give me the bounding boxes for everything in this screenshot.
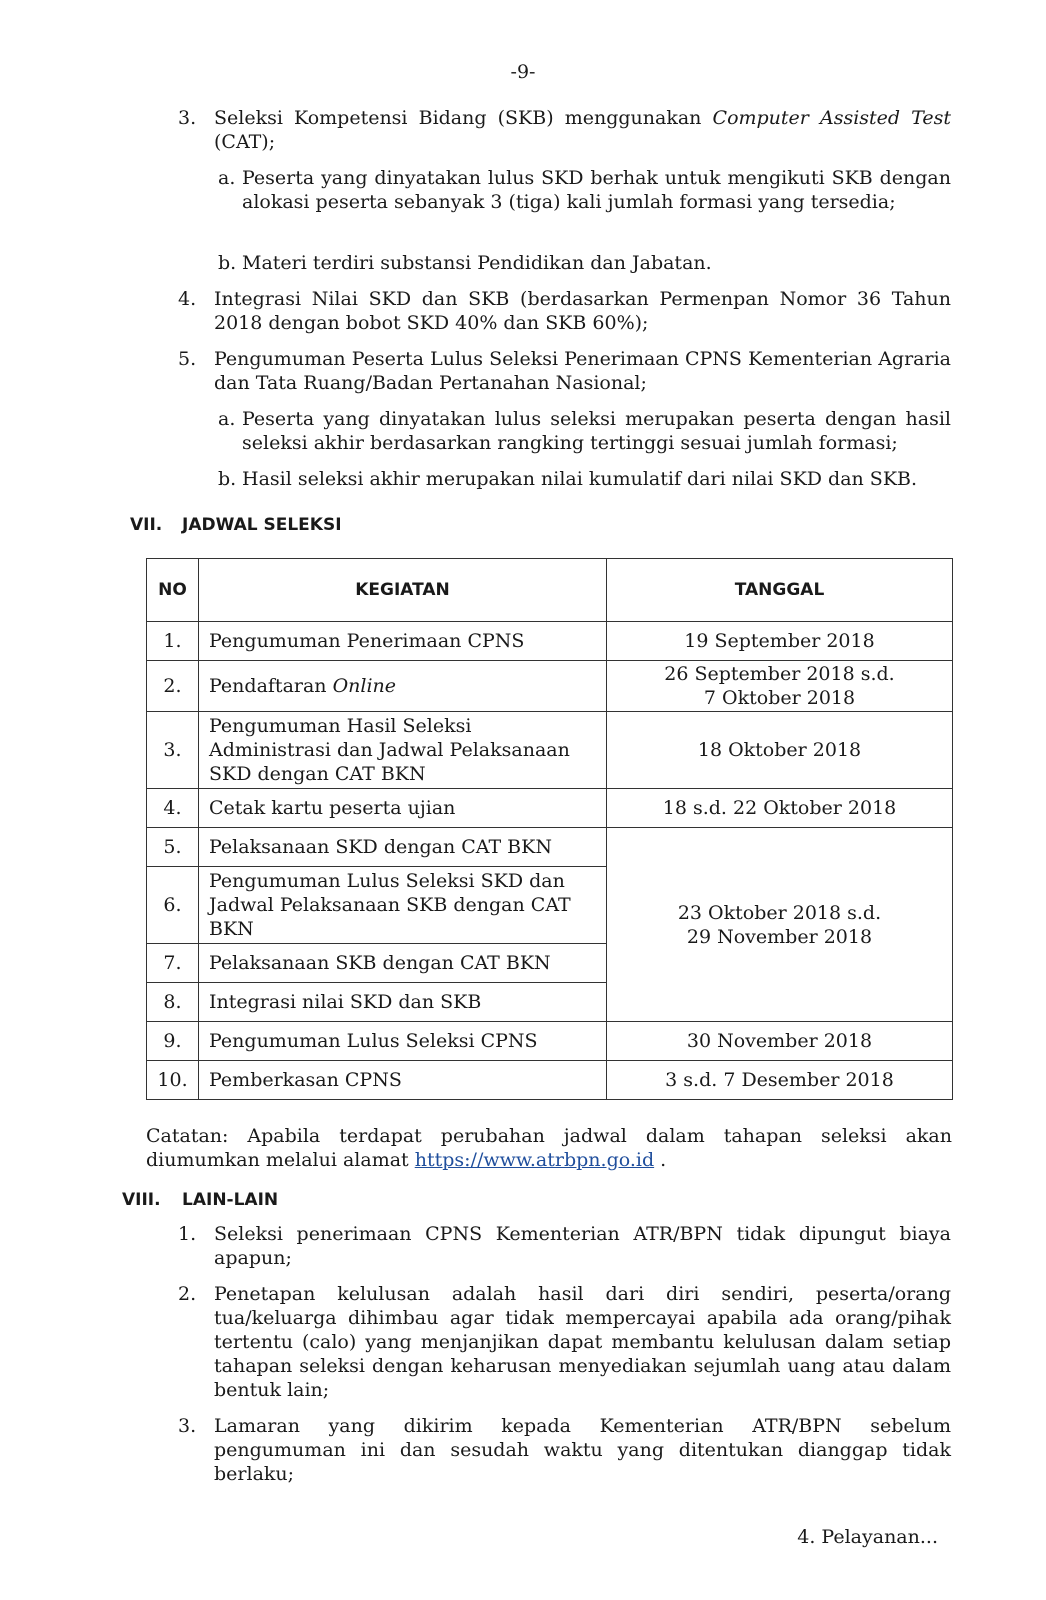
list-item-viii-1: 1. Seleksi penerimaan CPNS Kementerian ATR/BPN tidak dipungut biaya apapun; — [178, 1223, 951, 1269]
table-row: 4. Cetak kartu peserta ujian 18 s.d. 22 Oktober 2018 — [147, 789, 953, 828]
item-number: 3. — [178, 107, 197, 129]
list-item-viii-2: 2. Penetapan kelulusan adalah hasil dari diri sendiri, peserta/orang tua/keluarga dihimbau agar tidak mempercayai apabila ada orang/pihak tertentu (calo) yang menjanjikan dapat membantu kelulusan dalam setiap tahapan seleksi dengan keharusan menyediakan sejumlah uang atau dalam bentuk lain; — [178, 1283, 951, 1401]
list-item-vi-4: 4. Integrasi Nilai SKD dan SKB (berdasarkan Permenpan Nomor 36 Tahun 2018 dengan bobot SKD 40% dan SKB 60%); — [178, 288, 951, 334]
table-header-row — [147, 559, 953, 622]
item-text: Seleksi Kompetensi Bidang (SKB) menggunakan Computer Assisted Test (CAT); — [214, 107, 951, 153]
sub-item-vi-5b: b. Hasil seleksi akhir merupakan nilai kumulatif dari nilai SKD dan SKB. — [218, 468, 918, 490]
page-number: -9- — [510, 61, 536, 83]
continuation-text: 4. Pelayanan... — [797, 1526, 938, 1548]
list-item-vi-5: 5. Pengumuman Peserta Lulus Seleksi Penerimaan CPNS Kementerian Agraria dan Tata Ruang/Badan Pertanahan Nasional; — [178, 348, 951, 394]
sub-item-vi-3a: a. Peserta yang dinyatakan lulus SKD berhak untuk mengikuti SKB dengan alokasi peserta sebanyak 3 (tiga) kali jumlah formasi yang tersedia; — [218, 167, 951, 213]
sub-item-vi-5a: a. Peserta yang dinyatakan lulus seleksi merupakan peserta dengan hasil seleksi akhir berdasarkan rangking tertinggi sesuai jumlah formasi; — [218, 408, 951, 454]
list-item-viii-3: 3. Lamaran yang dikirim kepada Kementerian ATR/BPN sebelum pengumuman ini dan sesudah waktu yang ditentukan dianggap tidak berlaku; — [178, 1415, 951, 1485]
header-no: NO — [147, 559, 199, 622]
header-tanggal: TANGGAL — [607, 559, 953, 622]
atrbpn-link[interactable]: https://www.atrbpn.go.id — [414, 1149, 655, 1171]
table-row: 5. Pelaksanaan SKD dengan CAT BKN 23 Oktober 2018 s.d. 29 November 2018 — [147, 828, 953, 867]
sub-item-vi-3b: b. Materi terdiri substansi Pendidikan dan Jabatan. — [218, 252, 712, 274]
table-row: 10. Pemberkasan CPNS 3 s.d. 7 Desember 2018 — [147, 1061, 953, 1100]
table-row: 9. Pengumuman Lulus Seleksi CPNS 30 November 2018 — [147, 1022, 953, 1061]
merged-date-cell: 23 Oktober 2018 s.d. 29 November 2018 — [607, 828, 953, 1022]
list-item-vi-3 — [178, 106, 951, 154]
schedule-note: Catatan: Apabila terdapat perubahan jadwal dalam tahapan seleksi akan diumumkan melalui alamat https://www.atrbpn.go.id . — [146, 1125, 952, 1171]
section-heading-vii: VII. JADWAL SELEKSI — [130, 515, 342, 535]
table-row: 2. Pendaftaran Online 26 September 2018 s.d. 7 Oktober 2018 — [147, 661, 953, 712]
table-row: 7. Pelaksanaan SKB dengan CAT BKN — [147, 944, 953, 983]
table-row: 1. Pengumuman Penerimaan CPNS 19 September 2018 — [147, 622, 953, 661]
table-row: 3. Pengumuman Hasil Seleksi Administrasi dan Jadwal Pelaksanaan SKD dengan CAT BKN 18 Oktober 2018 — [147, 712, 953, 789]
section-heading-viii: VIII. LAIN-LAIN — [122, 1190, 279, 1210]
header-kegiatan: KEGIATAN — [199, 559, 607, 622]
schedule-table — [146, 558, 953, 1100]
table-row: 6. Pengumuman Lulus Seleksi SKD dan Jadwal Pelaksanaan SKB dengan CAT BKN — [147, 867, 953, 944]
table-row: 8. Integrasi nilai SKD dan SKB — [147, 983, 953, 1022]
